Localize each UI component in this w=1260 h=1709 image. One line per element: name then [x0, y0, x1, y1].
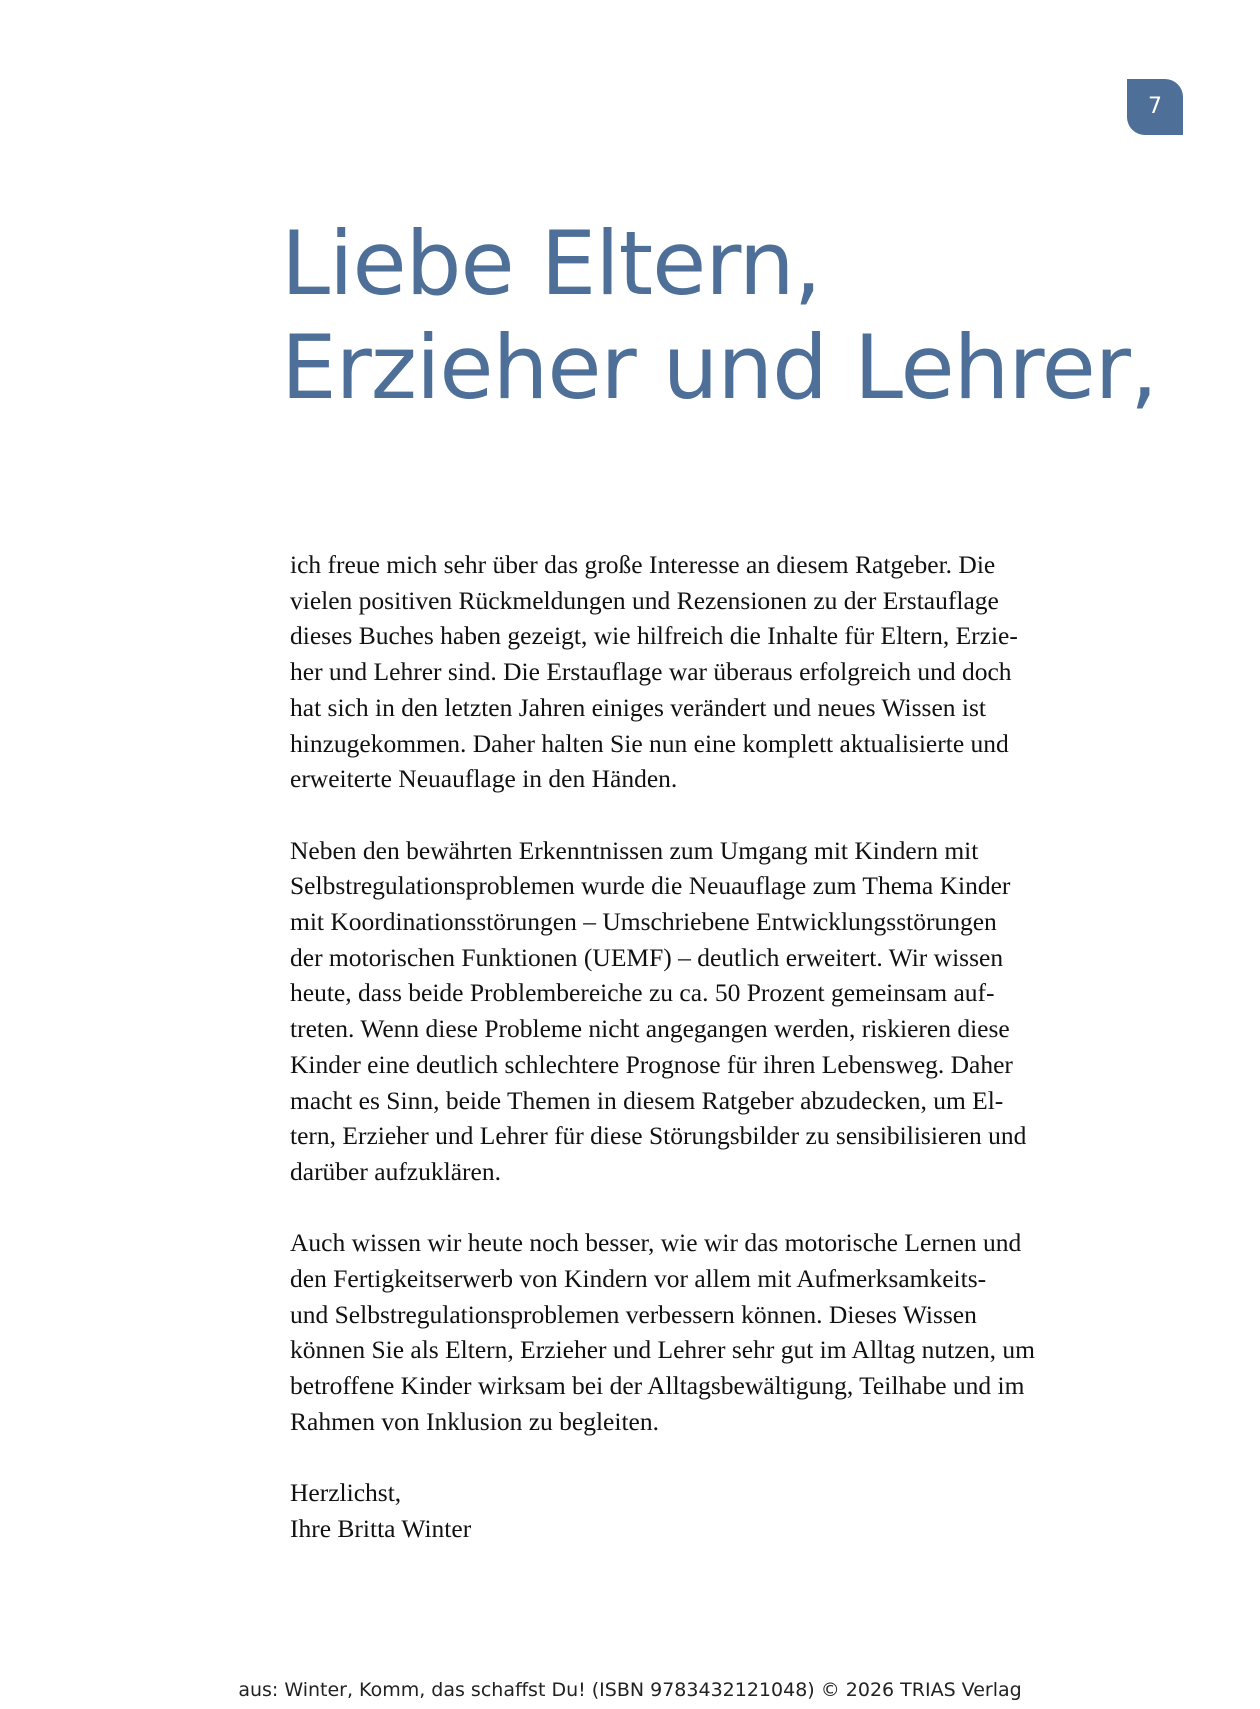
- text-line: der motorischen Funktionen (UEMF) – deutlich erweitert. Wir wissen: [290, 942, 1004, 972]
- page-title: [281, 212, 1157, 420]
- text-line: Kinder eine deutlich schlechtere Prognose für ihren Lebensweg. Daher: [290, 1049, 1013, 1079]
- text-line: darüber aufzuklären.: [290, 1156, 501, 1186]
- signature-name: Ihre Britta Winter: [290, 1513, 472, 1543]
- text-line: erweiterte Neuauflage in den Händen.: [290, 764, 678, 794]
- text-line: können Sie als Eltern, Erzieher und Lehrer sehr gut im Alltag nutzen, um: [290, 1335, 1035, 1365]
- signature-closing: Herzlichst,: [290, 1478, 402, 1508]
- text-line: her und Lehrer sind. Die Erstauflage war überaus erfolgreich und doch: [290, 657, 1012, 687]
- title-line-1: Liebe Eltern,: [281, 212, 821, 315]
- text-line: dieses Buches haben gezeigt, wie hilfreich die Inhalte für Eltern, Erzie-: [290, 621, 1018, 651]
- text-line: den Fertigkeitserwerb von Kindern vor allem mit Aufmerksamkeits-: [290, 1264, 987, 1294]
- text-line: Selbstregulationsproblemen wurde die Neuauflage zum Thema Kinder: [290, 871, 1011, 901]
- text-line: ich freue mich sehr über das große Interesse an diesem Ratgeber. Die: [290, 550, 996, 579]
- text-line: Neben den bewährten Erkenntnissen zum Umgang mit Kindern mit: [290, 835, 979, 865]
- title-line-2: Erzieher und Lehrer,: [281, 316, 1157, 419]
- text-line: Rahmen von Inklusion zu begleiten.: [290, 1406, 659, 1436]
- copyright-footer: aus: Winter, Komm, das schaffst Du! (ISBN 9783432121048) © 2026 TRIAS Verlag: [238, 1679, 1022, 1701]
- paragraph-1: [290, 547, 1120, 797]
- text-line: heute, dass beide Problembereiche zu ca. 50 Prozent gemeinsam auf-: [290, 978, 995, 1008]
- paragraph-2: [290, 833, 1120, 1190]
- text-line: mit Koordinationsstörungen – Umschriebene Entwicklungsstörungen: [290, 907, 997, 937]
- letter-body: [290, 547, 1120, 1547]
- paragraph-3: [290, 1225, 1120, 1439]
- text-line: vielen positiven Rückmeldungen und Rezensionen zu der Erstauflage: [290, 585, 999, 615]
- text-line: betroffene Kinder wirksam bei der Alltagsbewältigung, Teilhabe und im: [290, 1371, 1025, 1401]
- text-line: Auch wissen wir heute noch besser, wie wir das motorische Lernen und: [290, 1228, 1022, 1258]
- text-line: hat sich in den letzten Jahren einiges verändert und neues Wissen ist: [290, 692, 987, 722]
- signature: [290, 1475, 1120, 1546]
- text-line: und Selbstregulationsproblemen verbessern können. Dieses Wissen: [290, 1299, 977, 1329]
- text-line: macht es Sinn, beide Themen in diesem Ratgeber abzudecken, um El-: [290, 1085, 1004, 1115]
- page-number-badge: 7: [1127, 79, 1183, 135]
- text-line: hinzugekommen. Daher halten Sie nun eine komplett aktualisierte und: [290, 728, 1009, 758]
- text-line: treten. Wenn diese Probleme nicht angegangen werden, riskieren diese: [290, 1014, 1010, 1044]
- text-line: tern, Erzieher und Lehrer für diese Störungsbilder zu sensibilisieren und: [290, 1121, 1027, 1151]
